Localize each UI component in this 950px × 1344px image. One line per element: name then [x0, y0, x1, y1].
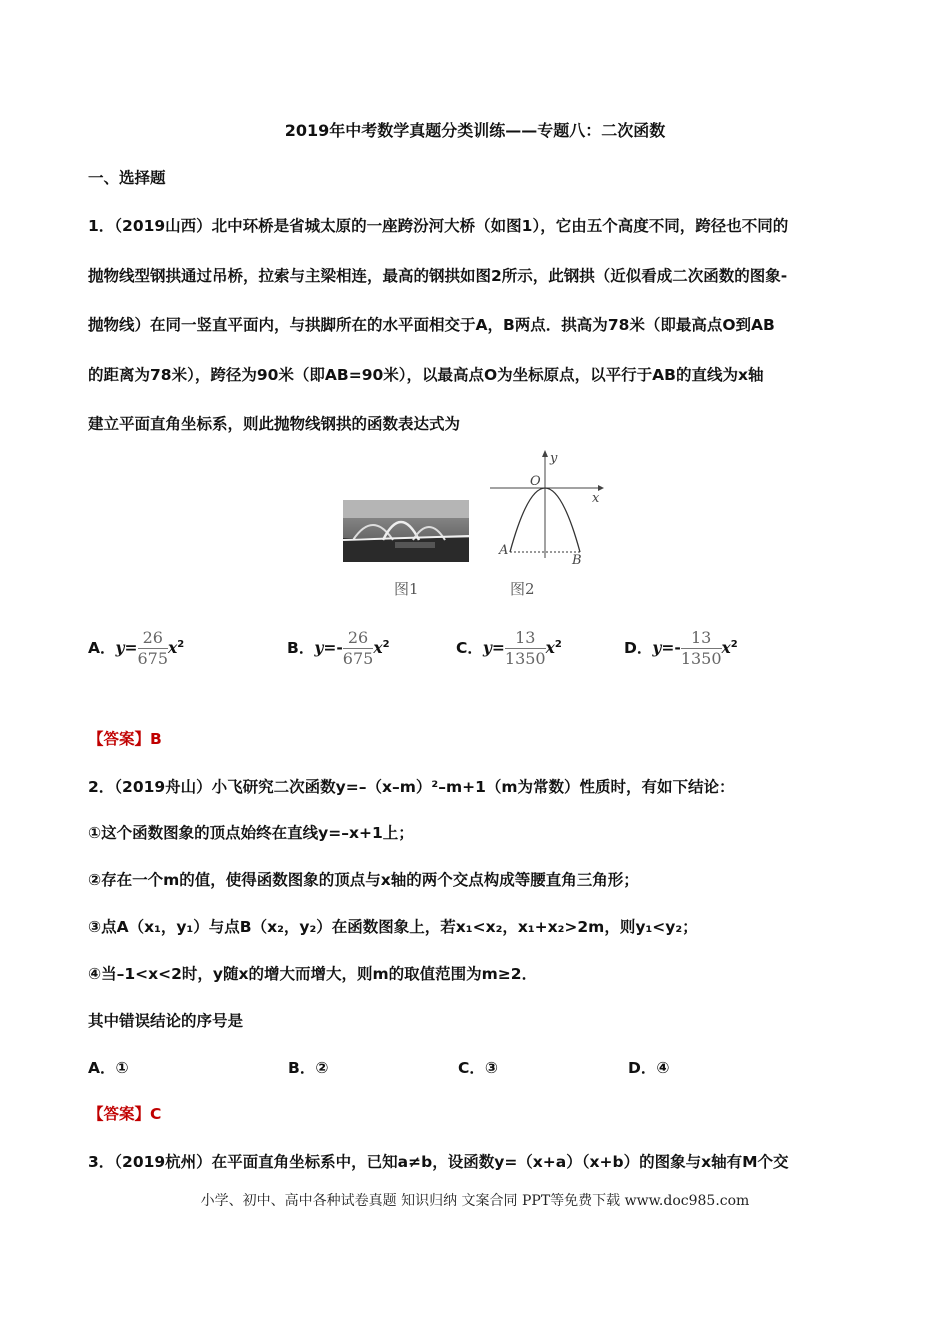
- q2-line-4: ③点A（x₁，y₁）与点B（x₂，y₂）在函数图象上，若x₁<x₂，x₁+x₂>2m，则y₁<y₂；: [88, 918, 698, 936]
- point-a-label: A: [499, 543, 509, 558]
- q2-option-b[interactable]: B．②: [288, 1059, 329, 1077]
- q2-line-3: ②存在一个m的值，使得函数图象的顶点与x轴的两个交点构成等腰直角三角形；: [88, 871, 639, 889]
- q2-option-d[interactable]: D．④: [628, 1059, 670, 1077]
- q3-line-1: 3．（2019杭州）在平面直角坐标系中，已知a≠b，设函数y=（x+a）（x+b）的图象与x轴有M个交: [88, 1153, 789, 1171]
- q2-answer: 【答案】C: [88, 1105, 162, 1123]
- fig1-caption: 图1: [394, 580, 419, 598]
- point-b-label: B: [572, 553, 582, 568]
- q2-line-1: 2．（2019舟山）小飞研究二次函数y=–（x–m）²–m+1（m为常数）性质时，有如下结论：: [88, 778, 735, 796]
- q1-line-1: 1．（2019山西）北中环桥是省城太原的一座跨汾河大桥（如图1），它由五个高度不同，跨径也不同的: [88, 217, 789, 235]
- q2-option-c[interactable]: C．③: [458, 1059, 498, 1077]
- q2-line-6: 其中错误结论的序号是: [88, 1012, 244, 1030]
- section-heading: 一、选择题: [88, 169, 166, 187]
- document-title: 2019年中考数学真题分类训练——专题八：二次函数: [284, 121, 666, 140]
- q1-line-4: 的距离为78米），跨径为90米（即AB=90米），以最高点O为坐标原点，以平行于AB的直线为x轴: [88, 366, 764, 384]
- q1-option-a[interactable]: A．y= $\frac{26}{675}$ $x^2$: [88, 628, 185, 668]
- q2-option-a[interactable]: A．①: [88, 1059, 129, 1077]
- y-axis-label: y: [550, 451, 558, 466]
- q1-line-3: 抛物线）在同一竖直平面内，与拱脚所在的水平面相交于A，B两点．拱高为78米（即最高点O到AB: [88, 316, 775, 334]
- origin-label: O: [530, 474, 541, 489]
- bridge-photo: [343, 500, 469, 562]
- x-axis-label: x: [592, 491, 600, 506]
- parabola-diagram: [490, 448, 610, 568]
- q1-option-d[interactable]: D．y=- $\frac{13}{1350}$ $x^2$: [624, 628, 738, 668]
- page-footer: 小学、初中、高中各种试卷真题 知识归纳 文案合同 PPT等免费下载 www.doc985.com: [200, 1193, 750, 1209]
- q1-option-c[interactable]: C．y= $\frac{13}{1350}$ $x^2$: [456, 628, 562, 668]
- q2-line-5: ④当–1<x<2时，y随x的增大而增大，则m的取值范围为m≥2．: [88, 965, 538, 983]
- q2-line-2: ①这个函数图象的顶点始终在直线y=–x+1上；: [88, 824, 414, 842]
- q1-line-5: 建立平面直角坐标系，则此抛物线钢拱的函数表达式为: [88, 415, 461, 433]
- q1-option-b[interactable]: B．y=- $\frac{26}{675}$ $x^2$: [287, 628, 390, 668]
- q1-line-2: 抛物线型钢拱通过吊桥，拉索与主梁相连，最高的钢拱如图2所示，此钢拱（近似看成二次函数的图象-: [88, 267, 788, 285]
- q1-answer: 【答案】B: [88, 730, 162, 748]
- fig2-caption: 图2: [510, 580, 535, 598]
